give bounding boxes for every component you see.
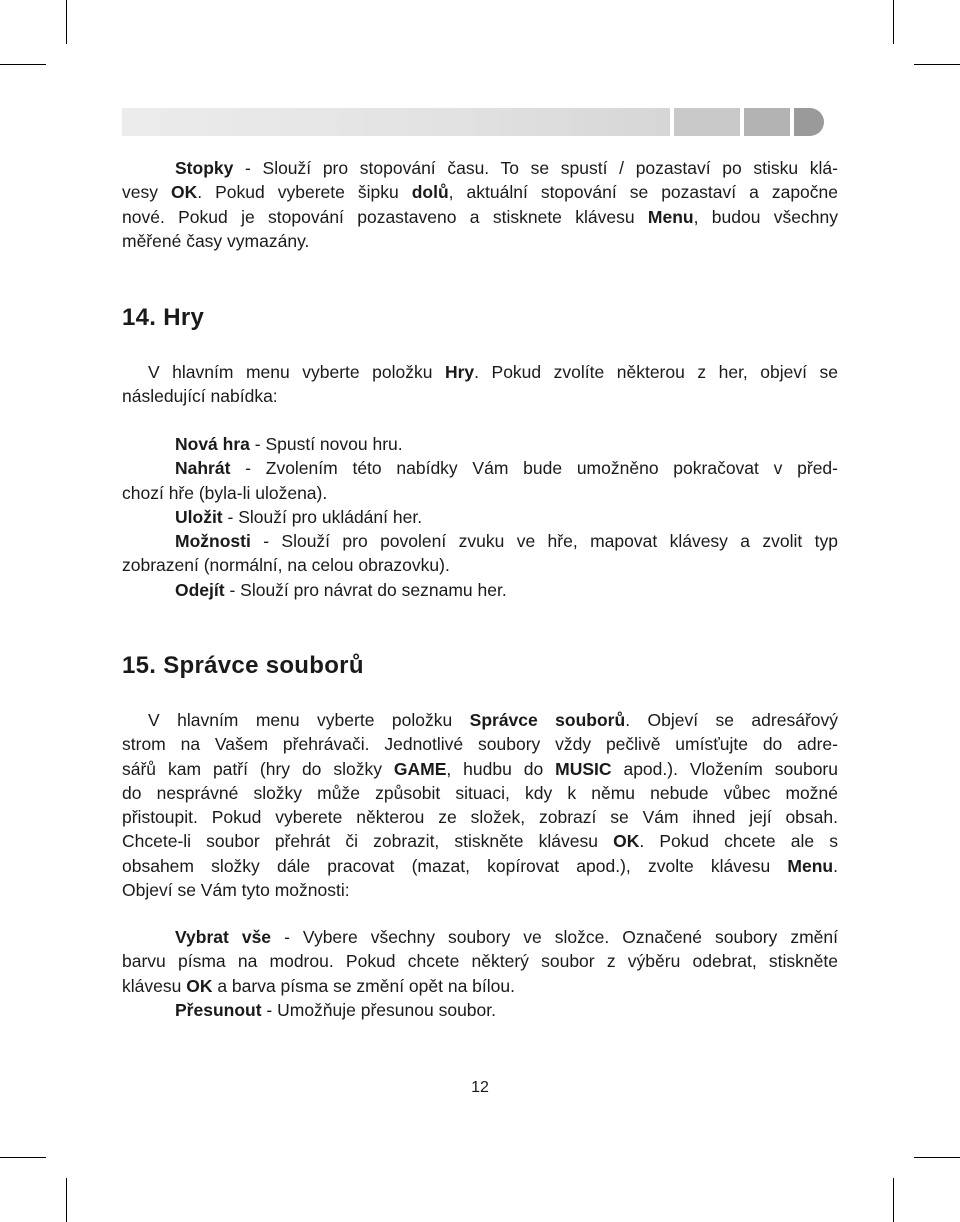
item-text: - Spustí novou hru. [249, 434, 403, 454]
text: V hlavním menu vyberte položku [148, 710, 470, 730]
list-item-cont: chozí hře (byla-li uložena). [122, 482, 328, 503]
page-number: 12 [471, 1079, 489, 1096]
section-heading-files: 15. Správce souborů [122, 652, 364, 679]
text-line: přistoupit. Pokud vyberete některou ze složek, zobrazí se Vám ihned její obsah. [122, 807, 838, 828]
list-item [122, 456, 838, 480]
item-text: - Umožňuje přesunou soubor. [261, 999, 496, 1020]
text-line [122, 829, 838, 853]
crop-mark [893, 0, 894, 44]
key-menu: Menu [787, 855, 834, 876]
crop-mark [66, 1178, 67, 1222]
text-line [122, 757, 838, 781]
list-item [122, 998, 838, 1022]
crop-mark [66, 0, 67, 44]
item-text: - Zvolením této nabídky Vám bude umožněno pokračovat v před- [230, 458, 838, 479]
key-ok: OK [171, 182, 198, 203]
text-line: měřené časy vymazány. [122, 230, 310, 251]
files-options-list [122, 925, 838, 1022]
item-term: Odejít [175, 579, 225, 600]
item-text: - Vybere všechny soubory ve složce. Označené soubory změní [271, 927, 838, 947]
text: vesy [122, 182, 171, 203]
stopwatch-paragraph [122, 156, 838, 253]
header-gradient [122, 108, 670, 136]
text-line [122, 708, 838, 732]
text: a barva písma se změní opět na bílou. [212, 975, 515, 996]
header-decoration-bar [122, 108, 838, 136]
folder-music: MUSIC [555, 758, 612, 779]
games-intro [122, 360, 838, 409]
item-term: Přesunout [175, 999, 262, 1020]
list-item [122, 578, 838, 602]
text-line: následující nabídka: [122, 386, 278, 407]
header-block [674, 108, 740, 136]
list-item [122, 505, 838, 529]
list-item [122, 529, 838, 553]
crop-mark [893, 1178, 894, 1222]
text: , hudbu do [446, 758, 556, 779]
term-stopwatch: Stopky [175, 158, 234, 178]
text-line [122, 205, 838, 229]
crop-mark [0, 64, 46, 65]
item-term: Vybrat vše [175, 927, 272, 947]
key-menu: Menu [647, 206, 694, 227]
text-line: do nesprávné složky může způsobit situaci, kdy k němu nebude vůbec možné [122, 782, 838, 803]
games-menu-list [122, 432, 838, 602]
text-line [122, 360, 838, 384]
term-file-manager: Správce souborů [469, 710, 626, 730]
list-item-cont: barvu písma na modrou. Pokud chcete některý soubor z výběru odebrat, stiskněte [122, 951, 838, 972]
text: sářů kam patří (hry do složky [122, 758, 394, 779]
term-games: Hry [444, 362, 475, 382]
crop-mark [914, 64, 960, 65]
text: . Pokud vyberete šipku [197, 182, 412, 203]
text: apod.). Vložením souboru [611, 758, 838, 779]
text-line: Objeví se Vám tyto možnosti: [122, 880, 350, 901]
files-paragraph [122, 708, 838, 902]
text: Chcete-li soubor přehrát či zobrazit, stiskněte klávesu [122, 831, 614, 852]
crop-mark [914, 1157, 960, 1158]
item-text: - Slouží pro ukládání her. [222, 506, 423, 527]
text: obsahem složky dále pracovat (mazat, kopírovat apod.), zvolte klávesu [122, 855, 788, 876]
text: nové. Pokud je stopování pozastaveno a stisknete klávesu [122, 206, 648, 227]
item-term: Nová hra [175, 434, 250, 454]
item-term: Možnosti [175, 531, 251, 552]
text: . Objeví se adresářový [625, 710, 838, 730]
text: . [833, 855, 838, 876]
text: klávesu [122, 975, 187, 996]
key-ok: OK [186, 975, 213, 996]
text-line [122, 180, 838, 204]
list-item [122, 925, 838, 949]
key-ok: OK [613, 831, 640, 852]
list-item-cont [122, 974, 838, 998]
header-block [794, 108, 824, 136]
item-term: Uložit [175, 506, 223, 527]
section-heading-games: 14. Hry [122, 304, 205, 331]
header-block [744, 108, 790, 136]
text-line [122, 854, 838, 878]
text-line [122, 156, 838, 180]
text: , aktuální stopování se pozastaví a započne [448, 182, 838, 203]
text: V hlavním menu vyberte položku [148, 362, 445, 382]
text: . Pokud zvolíte některou z her, objeví se [474, 362, 838, 382]
list-item-cont: zobrazení (normální, na celou obrazovku). [122, 555, 450, 576]
crop-mark [0, 1157, 46, 1158]
list-item [122, 432, 838, 456]
text: . Pokud chcete ale s [639, 831, 838, 852]
text: , budou všechny [693, 206, 838, 227]
item-text: - Slouží pro povolení zvuku ve hře, mapovat klávesy a zvolit typ [250, 531, 838, 552]
text-line: strom na Vašem přehrávači. Jednotlivé soubory vždy pečlivě umísťujte do adre- [122, 734, 838, 755]
text: - Slouží pro stopování času. To se spustí / pozastaví po stisku klá- [233, 158, 838, 178]
item-term: Nahrát [175, 458, 231, 479]
folder-game: GAME [393, 758, 447, 779]
item-text: - Slouží pro návrat do seznamu her. [224, 579, 507, 600]
key-down: dolů [411, 182, 449, 203]
